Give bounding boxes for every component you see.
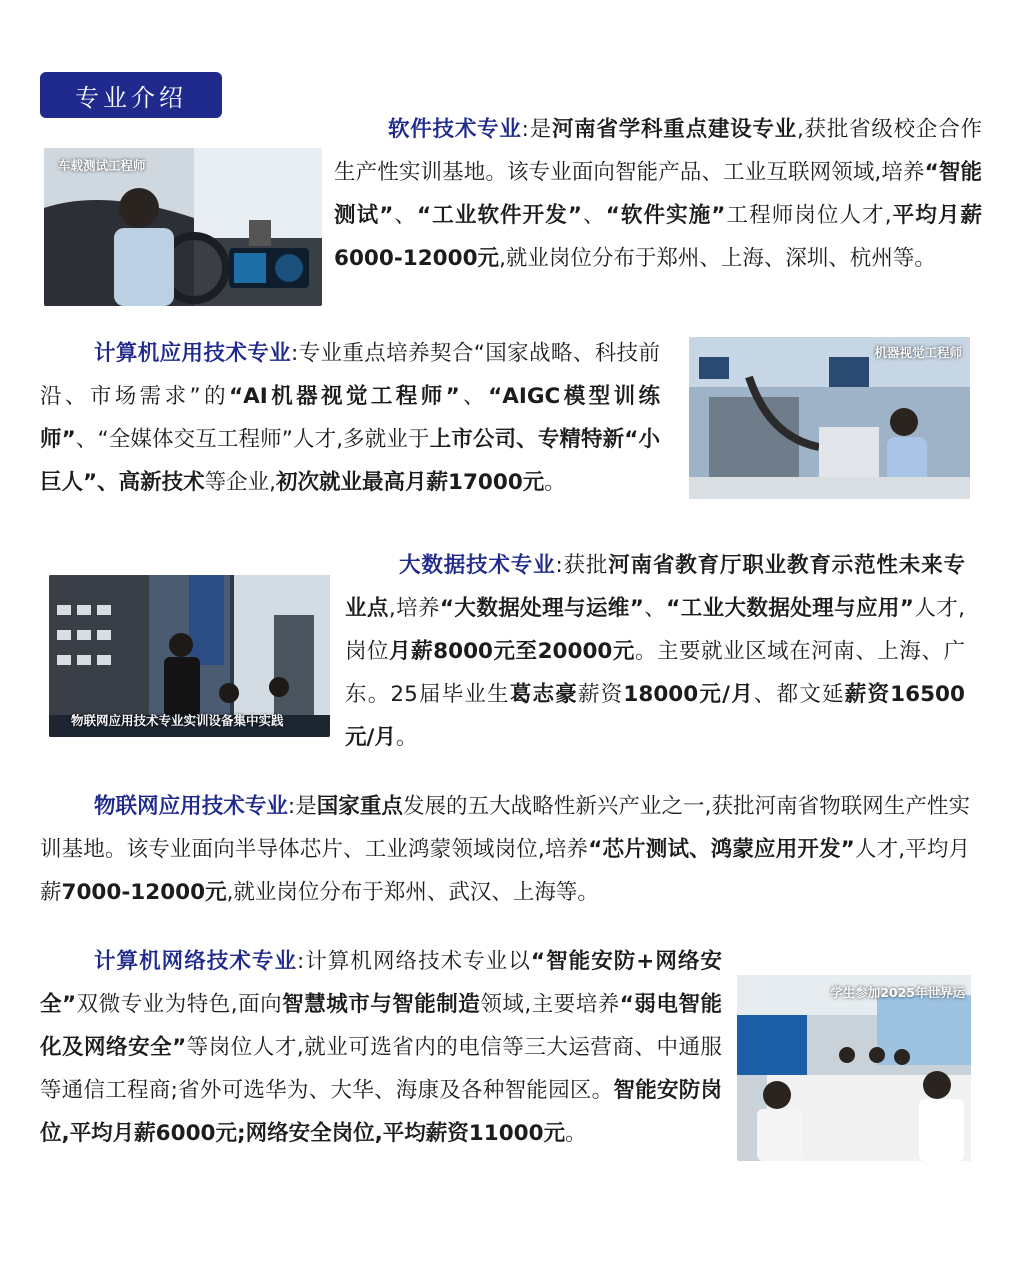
photo-iot-lab-practice <box>49 575 330 737</box>
photo-caption-machine-vision: 机器视觉工程师 <box>874 345 962 360</box>
photo-machine-vision-engineer <box>689 337 970 499</box>
major-title-iot: 物联网应用技术专业 <box>94 794 288 819</box>
photo-car-test-engineer <box>44 148 322 306</box>
major-software-description: 软件技术专业:是河南省学科重点建设专业,获批省级校企合作生产性实训基地。该专业面向智能产品、工业互联网领域,培养“智能测试”、“工业软件开发”、“软件实施”工程师岗位人才,平均月薪6000-12000元,就业岗位分布于郑州、上海、深圳、杭州等。 <box>334 117 982 271</box>
major-network-description: 计算机网络技术专业:计算机网络技术专业以“智能安防+网络安全”双微专业为特色,面向智慧城市与智能制造领域,主要培养“弱电智能化及网络安全”等岗位人才,就业可选省内的电信等三大运营商、中通服等通信工程商;省外可选华为、大华、海康及各种智能园区。智能安防岗位,平均月薪6000元;网络安全岗位,平均薪资11000元。 <box>40 949 722 1146</box>
section-header-badge <box>40 72 222 118</box>
major-title-big-data: 大数据技术专业 <box>399 553 556 578</box>
major-big-data-description: 大数据技术专业:获批河南省教育厅职业教育示范性未来专业点,培养“大数据处理与运维”、“工业大数据处理与应用”人才,岗位月薪8000元至20000元。主要就业区域在河南、上海、广东。25届毕业生葛志豪薪资18000元/月、都文延薪资16500元/月。 <box>345 553 965 750</box>
competition-illustration <box>737 975 971 1161</box>
major-title-network: 计算机网络技术专业 <box>94 949 298 974</box>
section-header-title: 专业介绍 <box>75 83 187 112</box>
photo-caption-iot-lab: 物联网应用技术专业实训设备集中实践 <box>71 713 284 728</box>
major-iot-description: 物联网应用技术专业:是国家重点发展的五大战略性新兴产业之一,获批河南省物联网生产性实训基地。该专业面向半导体芯片、工业鸿蒙领域岗位,培养“芯片测试、鸿蒙应用开发”人才,平均月薪7000-12000元,就业岗位分布于郑州、武汉、上海等。 <box>40 794 971 905</box>
major-title-computer-application: 计算机应用技术专业 <box>94 341 291 366</box>
photo-competition <box>737 975 971 1161</box>
major-title-software: 软件技术专业 <box>388 117 522 142</box>
photo-caption-competition: 学生参加2025年世界运 <box>830 985 965 1000</box>
machine-vision-illustration <box>689 337 970 499</box>
major-computer-application-description: 计算机应用技术专业:专业重点培养契合“国家战略、科技前沿、市场需求”的“AI机器视觉工程师”、“AIGC模型训练师”、“全媒体交互工程师”人才,多就业于上市公司、专精特新“小巨人”、高新技术等企业,初次就业最高月薪17000元。 <box>40 341 660 495</box>
photo-caption-car-test: 车载测试工程师 <box>58 158 146 173</box>
